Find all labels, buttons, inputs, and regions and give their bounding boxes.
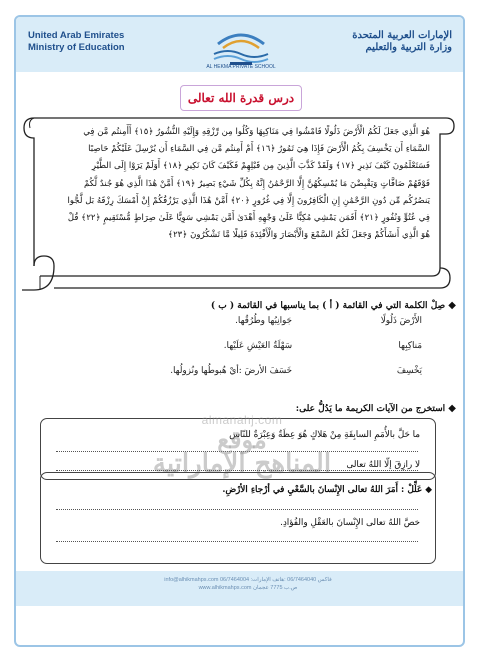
match-row (150, 316, 422, 341)
matching-table (150, 316, 422, 391)
column-a-item: يَخْسِفَ (396, 366, 422, 376)
question-1-text: صِلْ الكلمة التي في القائمة ( أ ) بما يناسبها في القائمة ( ب ) (210, 301, 446, 311)
verse-line: فِي عُتُوٍّ وَنُفُورٍ ﴿٢١﴾ أَفَمَن يَمْشِي مُكِبًّا عَلَىٰ وَجْهِهِ أَهْدَىٰ أَمَّن يَمْشِي سَوِيًّا عَلَىٰ صِرَاطٍ مُّسْتَقِيمٍ ﴿٢٢﴾ قُلْ (67, 213, 430, 224)
question-2-item-1: ما حَلَّ بالأُمَمِ السابِقَةِ مِنْ هَلاكٍ هُوَ عِظَةٌ وَعِبْرَةٌ للنّاس (229, 430, 420, 440)
quran-verses (40, 124, 430, 244)
question-3-item-2: خصَّ اللهُ تعالى الإِنْسانَ بالعَقْلِ والفُؤادِ. (280, 518, 420, 528)
footer-website: www.alhikmahps.com ص.ب 7775 عجمان (198, 585, 298, 591)
watermark-arabic-1: موقع (217, 425, 267, 454)
question-3-text: عَلِّلْ : أَمَرَ اللهُ تعالى الإِنْسانَ بالسَّعْيِ في أرْجاءِ الأرْضِ. (222, 485, 423, 495)
watermark-arabic-2: المناهج الإماراتية (152, 449, 332, 479)
question-1 (211, 300, 456, 311)
country-ar: الإمارات العربية المتحدة (352, 30, 452, 41)
footer-contact: info@alhikmahps.com 06/7464004 :فاكس 06/7464040 :هاتف الإمارات (164, 577, 332, 583)
answer-line[interactable] (56, 470, 418, 471)
answer-line[interactable] (56, 509, 418, 510)
diamond-bullet-icon: ◆ (425, 485, 432, 495)
ministry-ar: وزارة التربية والتعليم (365, 42, 452, 53)
match-row (150, 341, 422, 366)
verse-line: فَوْقَهُمْ صَافَّاتٍ وَيَقْبِضْنَ مَا يُمْسِكُهُنَّ إِلَّا الرَّحْمَٰنُ إِنَّهُ بِكُلِّ شَيْءٍ بَصِيرٌ ﴿١٩﴾ أَمَّنْ هَٰذَا الَّذِي هُوَ جُندٌ لَّكُمْ (84, 178, 430, 189)
column-a-item: الأَرْضَ ذَلُولًا (380, 316, 422, 326)
country-en: United Arab Emirates (28, 30, 125, 41)
logo-caption: AL HEKMA PRIVATE SCHOOL (206, 64, 276, 70)
match-row (150, 366, 422, 391)
watermark-url: almanahj.com (201, 413, 283, 427)
verse-line: هُوَ الَّذِي جَعَلَ لَكُمُ الْأَرْضَ ذَلُولًا فَامْشُوا فِي مَنَاكِبِهَا وَكُلُوا مِن رِّزْقِهِ وَإِلَيْهِ النُّشُورُ ﴿١٥﴾ أَأَمِنتُم مَّن فِي (83, 127, 430, 137)
column-b-item: سَهْلَةٌ العَيْشِ عَلَيْها. (223, 341, 292, 351)
column-b-item: خَسَفَ الأرضَ :أيْ هُبوطُها ونُزولُها. (170, 366, 292, 376)
ministry-en: Ministry of Education (28, 42, 125, 53)
answer-line[interactable] (56, 541, 418, 542)
column-a-item: مَناكِبِها (398, 341, 422, 351)
question-2-item-2: لا رازِقَ إلّا اللهُ تعالى (346, 460, 420, 470)
verse-line: السَّمَاءِ أَن يَخْسِفَ بِكُمُ الْأَرْضَ فَإِذَا هِيَ تَمُورُ ﴿١٦﴾ أَمْ أَمِنتُم مَّن فِي السَّمَاءِ أَن يُرْسِلَ عَلَيْكُمْ حَاصِبًا (88, 144, 430, 155)
question-3 (222, 485, 432, 495)
diamond-bullet-icon: ◆ (448, 300, 456, 311)
question-2-text: استخرج من الآيات الكريمة ما يَدُلُّ على: (295, 404, 446, 414)
column-b-item: جَوانِبُها وطُرُقُها. (235, 316, 292, 326)
lesson-title: درس قدرة الله تعالى (180, 85, 302, 111)
diamond-bullet-icon: ◆ (448, 403, 456, 414)
verse-line: يَنصُرُكُم مِّن دُونِ الرَّحْمَٰنِ إِنِ الْكَافِرُونَ إِلَّا فِي غُرُورٍ ﴿٢٠﴾ أَمَّنْ هَٰذَا الَّذِي يَرْزُقُكُمْ إِنْ أَمْسَكَ رِزْقَهُ بَل لَّجُّوا (67, 195, 430, 206)
verse-line: فَسَتَعْلَمُونَ كَيْفَ نَذِيرِ ﴿١٧﴾ وَلَقَدْ كَذَّبَ الَّذِينَ مِن قَبْلِهِمْ فَكَيْفَ كَانَ نَكِيرِ ﴿١٨﴾ أَوَلَمْ يَرَوْا إِلَى الطَّيْرِ (91, 161, 430, 172)
verse-line: هُوَ الَّذِي أَنشَأَكُمْ وَجَعَلَ لَكُمُ السَّمْعَ وَالْأَبْصَارَ وَالْأَفْئِدَةَ قَلِيلًا مَّا تَشْكُرُونَ ﴿٢٣﴾ (168, 230, 430, 241)
